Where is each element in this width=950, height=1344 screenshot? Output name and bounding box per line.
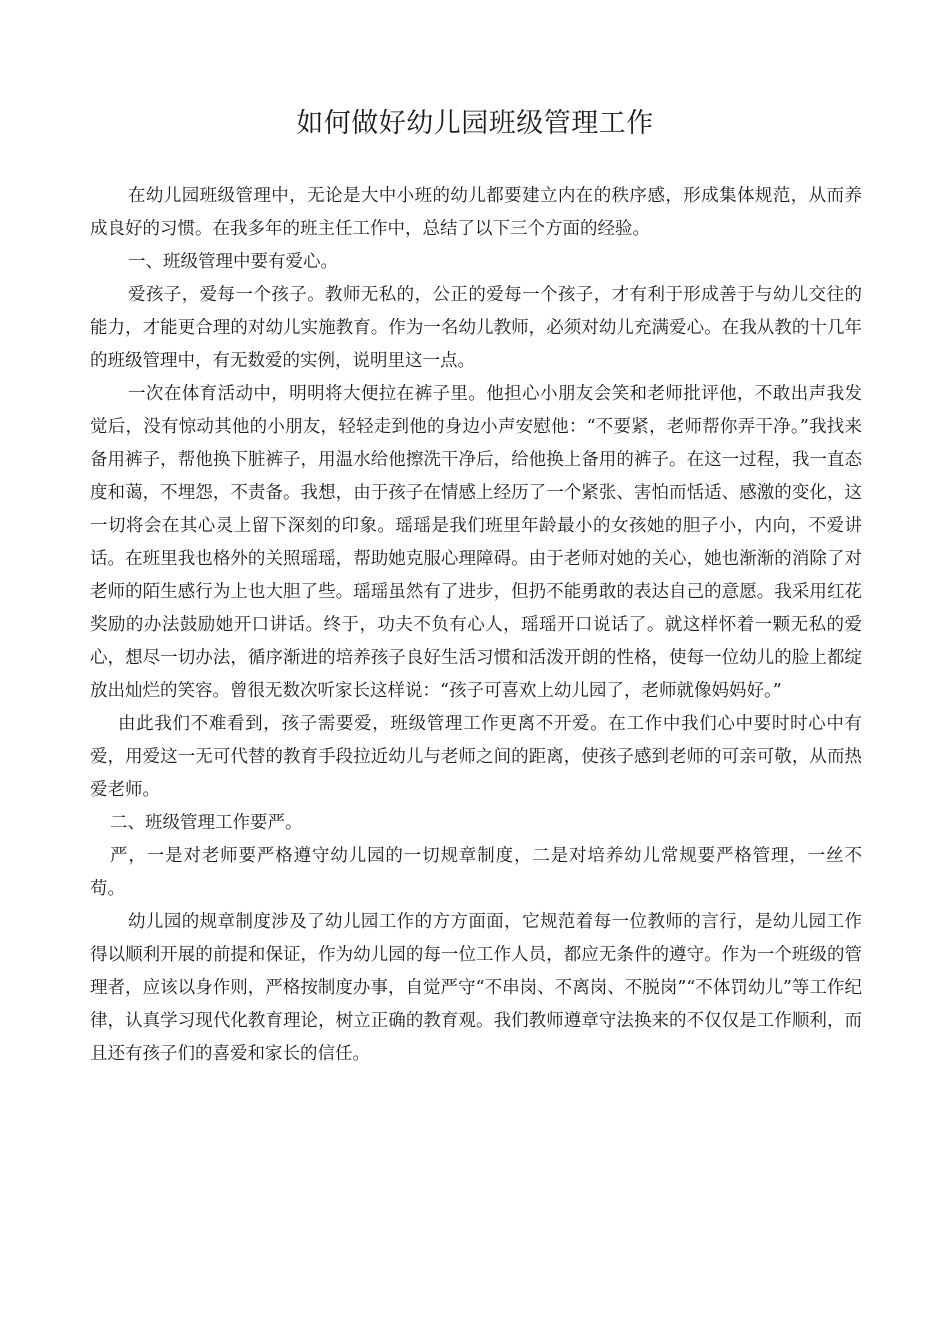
intro-paragraph: 在幼儿园班级管理中，无论是大中小班的幼儿都要建立内在的秩序感，形成集体规范，从而养成良好的习惯。在我多年的班主任工作中，总结了以下三个方面的经验。 <box>90 186 862 239</box>
paragraph-love-summary: 由此我们不难看到，孩子需要爱，班级管理工作更离不开爱。在工作中我们心中要时时心中有爱，用爱这一无可代替的教育手段拉近幼儿与老师之间的距离，使孩子感到老师的可亲可敬，从而热爱老师。 <box>90 714 862 800</box>
document-title: 如何做好幼儿园班级管理工作 <box>296 108 654 139</box>
section-heading-strict: 二、班级管理工作要严。 <box>110 813 303 833</box>
paragraph-examples: 一次在体育活动中，明明将大便拉在裤子里。他担心小朋友会笑和老师批评他，不敢出声我发觉后，没有惊动其他的小朋友，轻轻走到他的身边小声安慰他：“不要紧，老师帮你弄干净。”我找来备用裤子，帮他换下脏裤子，用温水给他擦洗干净后，给他换上备用的裤子。在这一过程，我一直态度和蔼，不埋怨，不责备。我想，由于孩子在情感上经历了一个紧张、害怕而恬适、感激的变化，这一切将会在其心灵上留下深刻的印象。瑶瑶是我们班里年龄最小的女孩她的胆子小，内向，不爱讲话。在班里我也格外的关照瑶瑶，帮助她克服心理障碍。由于老师对她的关心，她也渐渐的消除了对老师的陌生感行为上也大胆了些。瑶瑶虽然有了进步，但扔不能勇敢的表达自己的意愿。我采用红花奖励的办法鼓励她开口讲话。终于，功夫不负有心人，瑶瑶开口说话了。就这样怀着一颗无私的爱心，想尽一切办法，循序渐进的培养孩子良好生活习惯和活泼开朗的性格，使每一位幼儿的脸上都绽放出灿烂的笑容。曾很无数次听家长这样说：“孩子可喜欢上幼儿园了，老师就像妈妈好。” <box>90 384 862 701</box>
section-heading-love: 一、班级管理中要有爱心。 <box>128 252 338 272</box>
paragraph-rules: 幼儿园的规章制度涉及了幼儿园工作的方方面面，它规范着每一位教师的言行，是幼儿园工作得以顺利开展的前提和保证，作为幼儿园的每一位工作人员，都应无条件的遵守。作为一个班级的管理者，应该以身作则，严格按制度办事，自觉严守“不串岗、不离岗、不脱岗”“不体罚幼儿”等工作纪律，认真学习现代化教育理论，树立正确的教育观。我们教师遵章守法换来的不仅仅是工作顺利，而且还有孩子们的喜爱和家长的信任。 <box>90 912 862 1064</box>
paragraph-love-every-child: 爱孩子，爱每一个孩子。教师无私的，公正的爱每一个孩子，才有利于形成善于与幼儿交往的能力，才能更合理的对幼儿实施教育。作为一名幼儿教师，必须对幼儿充满爱心。在我从教的十几年的班级管理中，有无数爱的实例，说明里这一点。 <box>90 285 862 371</box>
paragraph-strict-definition: 严，一是对老师要严格遵守幼儿园的一切规章制度，二是对培养幼儿常规要严格管理，一丝不苟。 <box>90 846 862 899</box>
document-body <box>90 180 862 1071</box>
